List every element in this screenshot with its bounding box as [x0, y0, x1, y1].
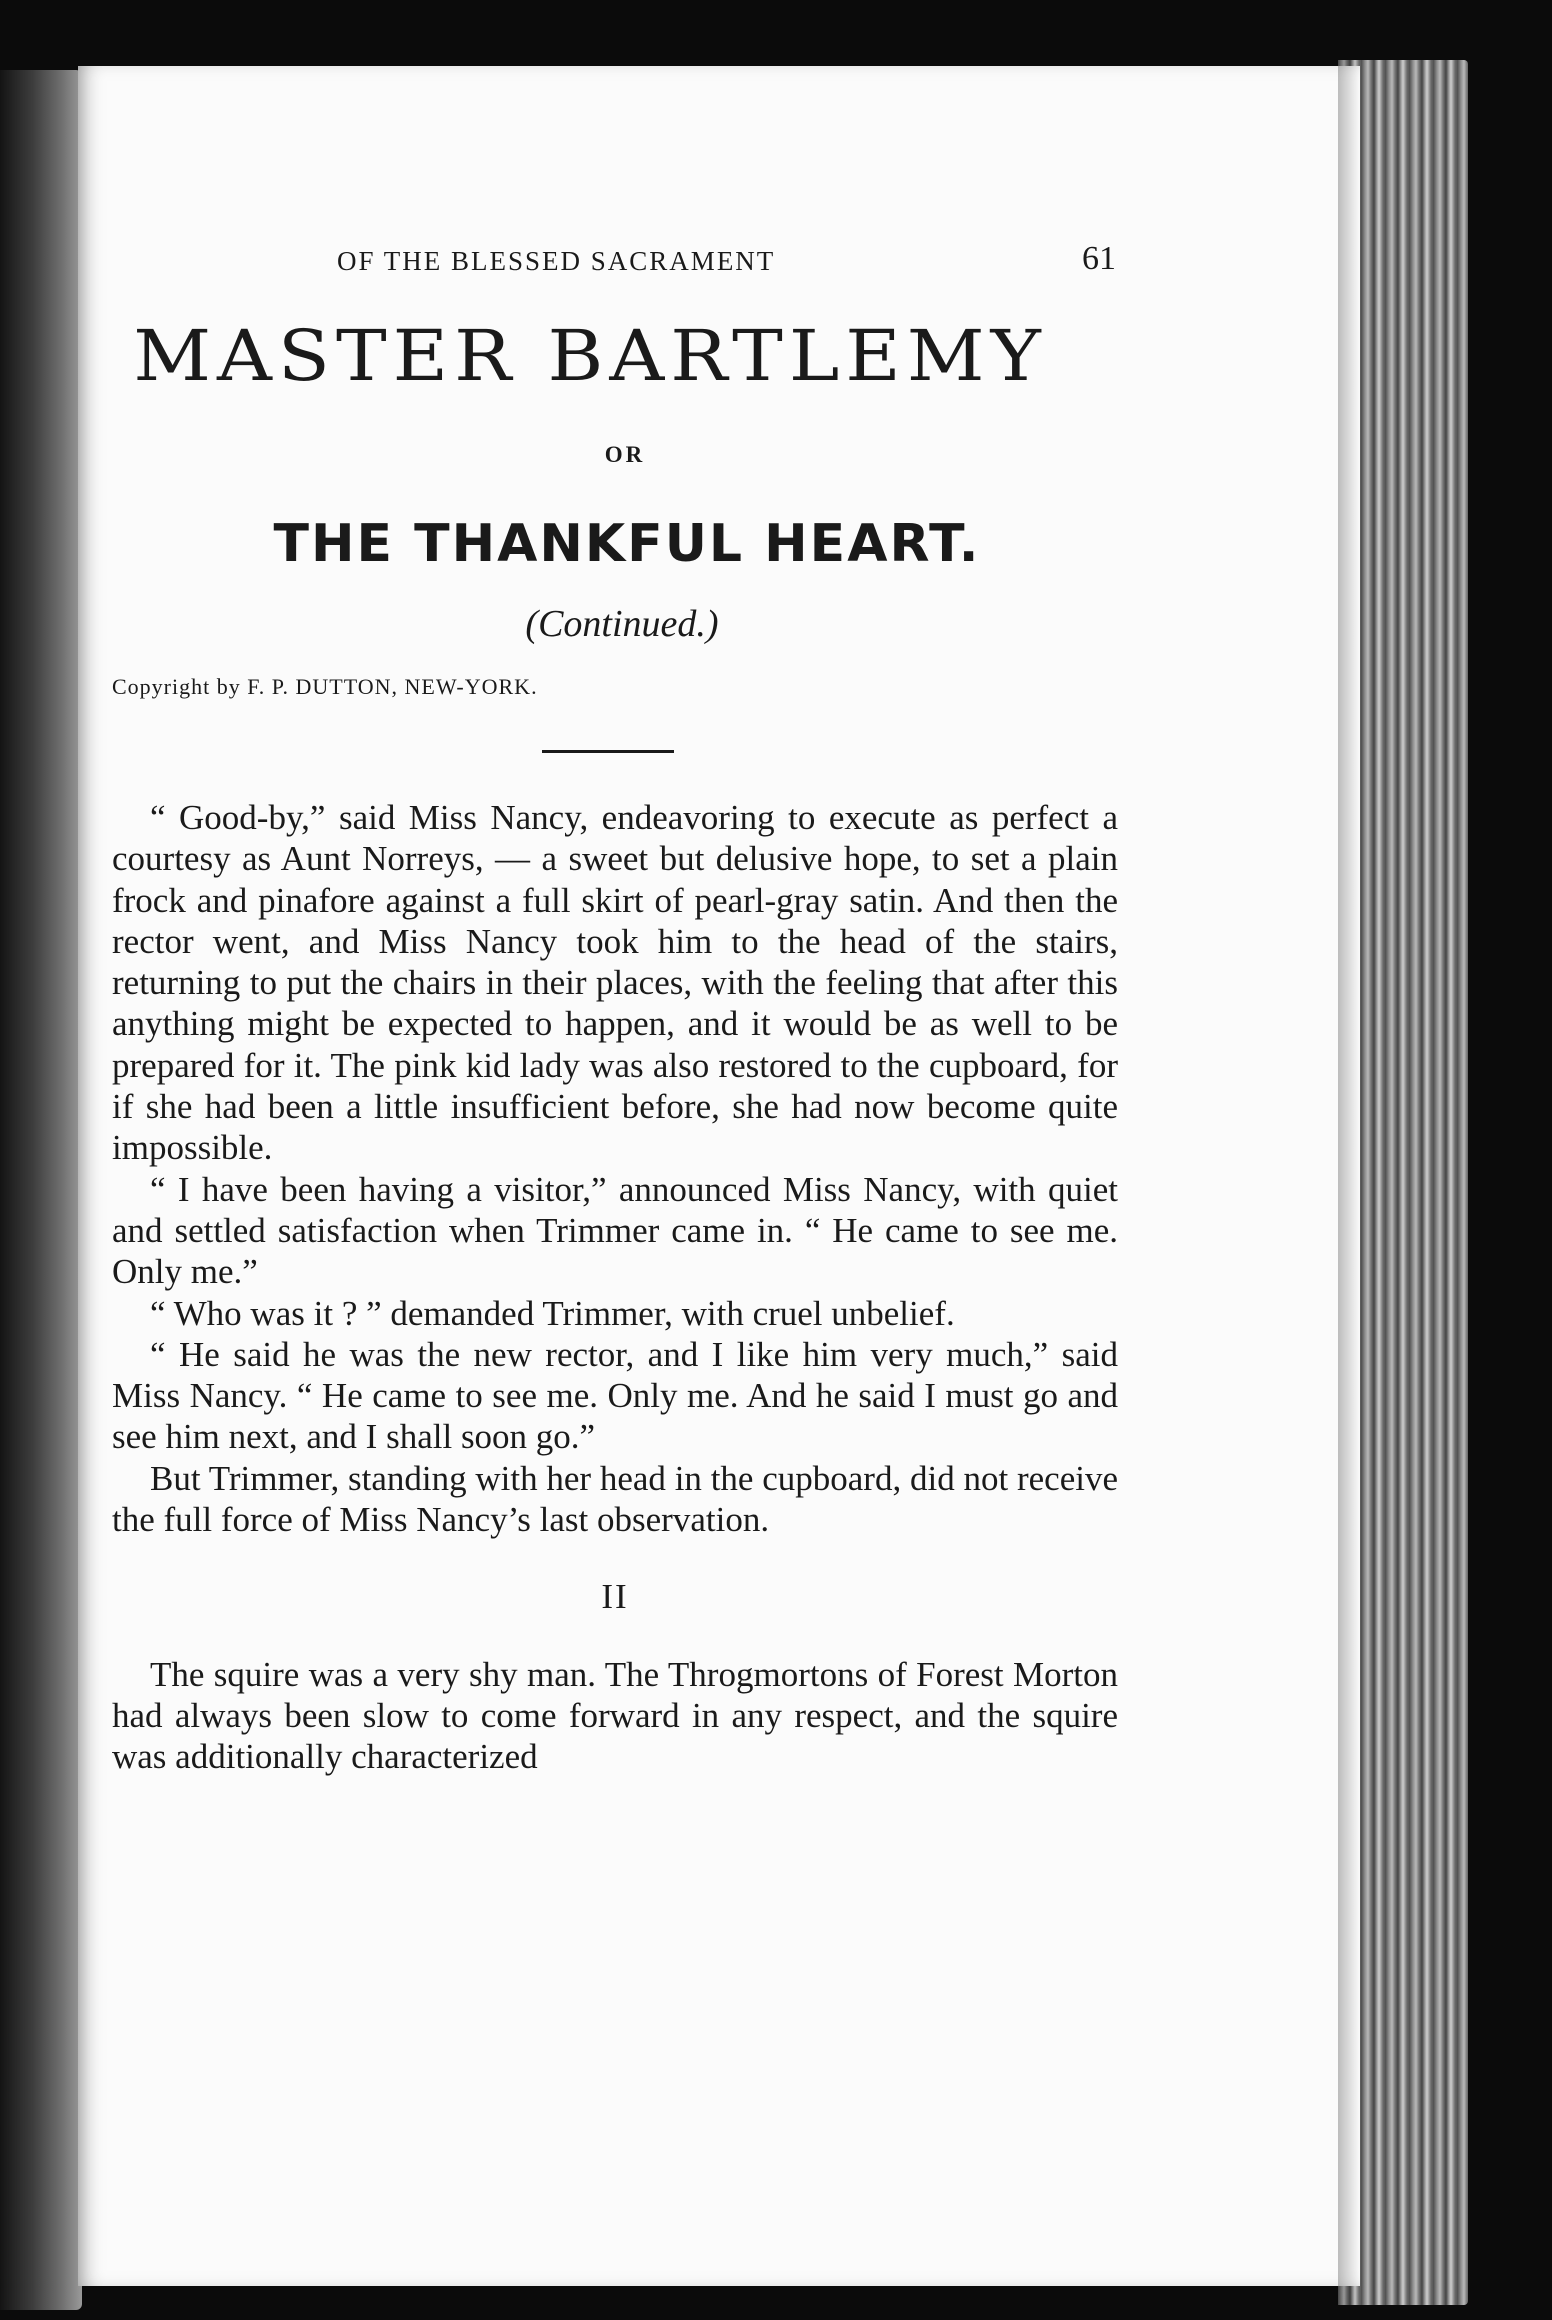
running-head — [112, 232, 1118, 292]
section-heading: II — [601, 1577, 629, 1617]
paragraph: “ Who was it ? ” demanded Trimmer, with cruel unbelief. — [150, 1293, 955, 1333]
page-number: 61 — [1082, 240, 1116, 277]
paragraph: “ He said he was the new rector, and I like him very much,” said Miss Nancy. “ He came to see me. Only me. And he said I must go and see him next, and I shall soon go.” — [112, 1334, 1118, 1457]
page-edge-shadow — [1338, 60, 1360, 2305]
body-text — [112, 797, 1118, 1778]
copyright-line: Copyright by F. P. DUTTON, NEW-YORK. — [112, 674, 538, 699]
paragraph: “ Good-by,” said Miss Nancy, endeavoring to execute as perfect a courtesy as Aunt Norreys, — a sweet but delusive hope, to set a plain frock and pinafore against a full skirt of pearl-gray satin. And then the rector went, and Miss Nancy took him to the head of the stairs, returning to put the chairs in their places, with the feeling that after this anything might be expected to happen, and it would be as well to be prepared for it. The pink kid lady was also restored to the cupboard, for if she had been a little insufficient before, she had now become quite impossible. — [112, 798, 1118, 1168]
title-connector: OR — [604, 442, 646, 467]
paragraph: The squire was a very shy man. The Throgmortons of Forest Morton had always been slow to come forward in any respect, and the squire was additionally characterized — [112, 1654, 1118, 1777]
paragraph: “ I have been having a visitor,” announced Miss Nancy, with quiet and settled satisfaction when Trimmer came in. “ He came to see me. Only me.” — [112, 1169, 1118, 1292]
facing-page-edge — [0, 70, 82, 2310]
page-content — [112, 232, 1118, 1778]
continued-note: (Continued.) — [525, 603, 719, 645]
chapter-subtitle: THE THANKFUL HEART. — [273, 514, 981, 574]
chapter-title: MASTER BARTLEMY — [133, 314, 1047, 397]
running-head-title: OF THE BLESSED SACRAMENT — [337, 246, 776, 276]
section-rule — [542, 750, 674, 753]
paragraph: But Trimmer, standing with her head in the cupboard, did not receive the full force of Miss Nancy’s last observation. — [112, 1458, 1118, 1540]
